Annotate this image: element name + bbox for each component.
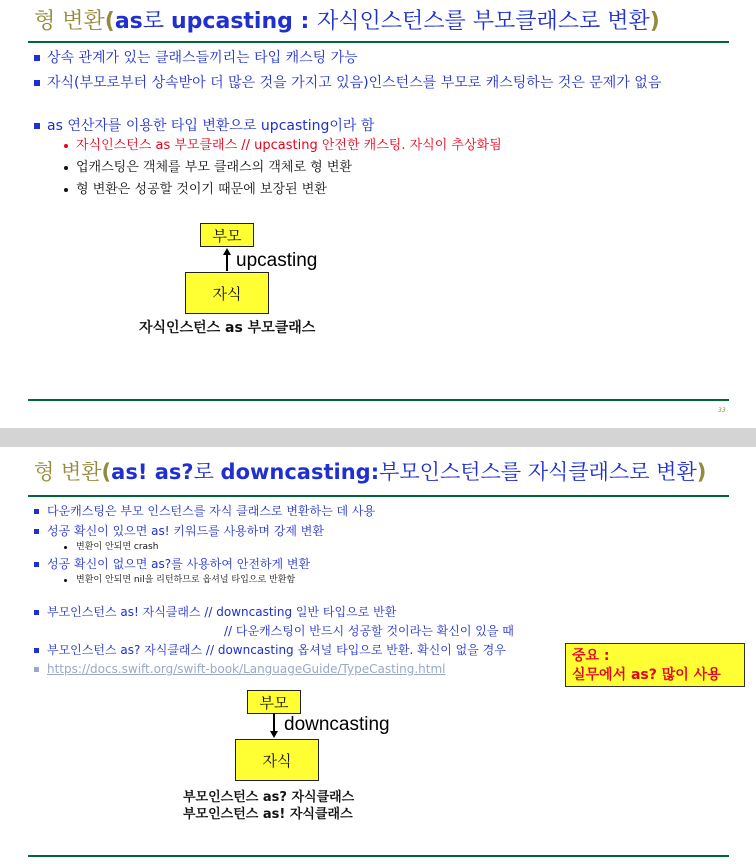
square-bullet-icon bbox=[34, 509, 39, 514]
downcasting-label: downcasting bbox=[284, 714, 390, 735]
sub-bullet-item: 형 변환은 성공할 것이기 때문에 보장된 변환 bbox=[64, 182, 714, 198]
link-bullet-item bbox=[34, 662, 574, 677]
bullet-item: 성공 확신이 없으면 as?를 사용하여 안전하게 변환 bbox=[34, 557, 714, 572]
square-bullet-icon bbox=[34, 80, 40, 86]
round-bullet-icon bbox=[64, 144, 68, 148]
upcasting-caption: 자식인스턴스 as 부모클래스 bbox=[139, 320, 316, 336]
round-bullet-icon bbox=[64, 579, 67, 582]
bullet-item: 상속 관계가 있는 클래스들끼리는 타입 캐스팅 가능 bbox=[34, 49, 714, 67]
slide-upcasting bbox=[0, 0, 756, 428]
downcasting-caption: 부모인스턴스 as? 자식클래스 bbox=[183, 790, 355, 805]
code-bullet-item: 부모인스턴스 as! 자식클래스 // downcasting 일반 타입으로 반환 bbox=[34, 605, 714, 620]
downcasting-caption: 부모인스턴스 as! 자식클래스 bbox=[183, 807, 353, 822]
code-comment-line: // 다운캐스팅이 반드시 성공할 것이라는 확신이 있을 때 bbox=[224, 624, 514, 638]
square-bullet-icon bbox=[34, 123, 40, 129]
parent-class-box: 부모 bbox=[247, 690, 301, 714]
title-divider bbox=[28, 495, 729, 497]
child-class-box: 자식 bbox=[185, 272, 269, 314]
square-bullet-icon bbox=[34, 610, 39, 615]
bullet-item: 성공 확신이 있으면 as! 키워드를 사용하며 강제 변환 bbox=[34, 524, 714, 539]
slide-title: 형 변환(as로 upcasting : 자식인스턴스를 부모클래스로 변환) bbox=[34, 9, 660, 34]
code-bullet-item: 부모인스턴스 as? 자식클래스 // downcasting 옵셔널 타입으로 반환. 확신이 없을 경우 bbox=[34, 643, 574, 658]
bullet-item: 자식(부모로부터 상속받아 더 많은 것을 가지고 있음)인스턴스를 부모로 캐스팅하는 것은 문제가 없음 bbox=[34, 74, 714, 92]
title-divider bbox=[28, 41, 729, 43]
square-bullet-icon bbox=[34, 55, 40, 61]
bullet-item: 다운캐스팅은 부모 인스턴스를 자식 클래스로 변환하는 데 사용 bbox=[34, 504, 714, 519]
footer-divider bbox=[28, 399, 729, 401]
slide-title: 형 변환(as! as?로 downcasting:부모인스턴스를 자식클래스로 변환) bbox=[34, 460, 707, 484]
arrow-down-icon bbox=[270, 731, 278, 738]
square-bullet-icon bbox=[34, 648, 39, 653]
sub-bullet-item: 자식인스턴스 as 부모클래스 // upcasting 안전한 캐스팅. 자식이 추상화됨 bbox=[64, 138, 714, 154]
footer-divider bbox=[28, 855, 729, 857]
note-text: 실무에서 as? 많이 사용 bbox=[572, 667, 721, 683]
swift-docs-link[interactable]: https://docs.swift.org/swift-book/LanguageGuide/TypeCasting.html bbox=[47, 662, 446, 676]
important-note-box: 중요 : 실무에서 as? 많이 사용 bbox=[565, 643, 745, 687]
child-class-box: 자식 bbox=[235, 739, 319, 781]
square-bullet-icon bbox=[34, 529, 39, 534]
page-number: 33 bbox=[718, 407, 726, 414]
arrow-shaft bbox=[273, 713, 275, 732]
round-bullet-icon bbox=[64, 188, 68, 192]
square-bullet-icon bbox=[34, 667, 39, 672]
sub-bullet-item: 변환이 안되면 nil을 리턴하므로 옵셔널 타입으로 반환함 bbox=[64, 575, 664, 586]
round-bullet-icon bbox=[64, 546, 67, 549]
parent-class-box: 부모 bbox=[200, 223, 254, 247]
arrow-shaft bbox=[226, 254, 228, 271]
bullet-item: as 연산자를 이용한 타입 변환으로 upcasting이라 함 bbox=[34, 117, 714, 135]
sub-bullet-item: 변환이 안되면 crash bbox=[64, 542, 664, 553]
upcasting-label: upcasting bbox=[236, 250, 318, 271]
square-bullet-icon bbox=[34, 562, 39, 567]
round-bullet-icon bbox=[64, 166, 68, 170]
sub-bullet-item: 업캐스팅은 객체를 부모 클래스의 객체로 형 변환 bbox=[64, 160, 714, 176]
